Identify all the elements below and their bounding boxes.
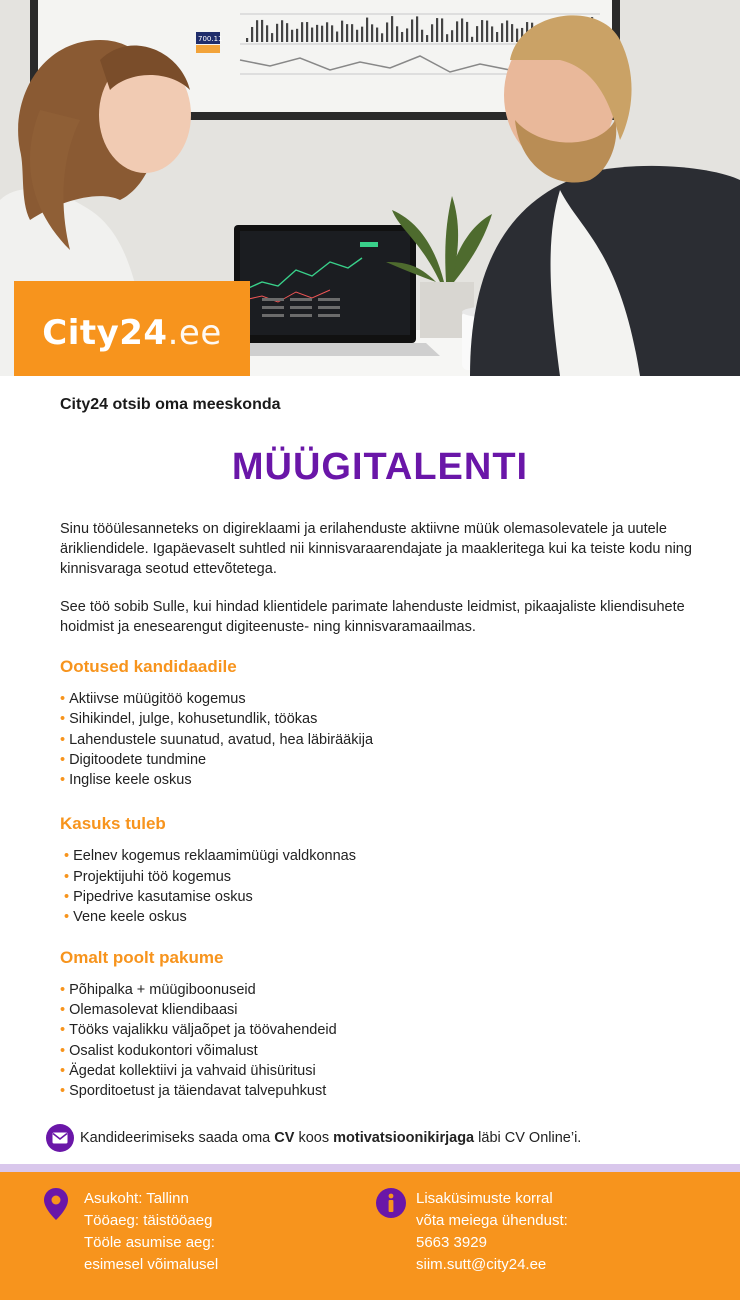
section-title-bonus: Kasuks tuleb [60,814,166,834]
apply-letter: motivatsioonikirjaga [333,1130,475,1146]
footer-location-line: Tööle asumise aeg: [84,1234,215,1251]
footer-email[interactable]: siim.sutt@city24.ee [416,1256,547,1273]
footer [0,1172,740,1300]
footer-location-line: esimesel võimalusel [84,1256,219,1273]
footer-contact-line: võta meiega ühendust: [416,1212,568,1229]
footer-location-line: Asukoht: Tallinn [84,1190,189,1207]
footer-phone[interactable]: 5663 3929 [416,1234,487,1251]
apply-suffix: läbi CV Online’i. [478,1130,582,1146]
apply-prefix: Kandideerimiseks saada oma [80,1130,271,1146]
list-item: • Inglise keele oskus [60,772,192,789]
list-item: • Digitoodete tundmine [60,751,207,768]
expectations-list [60,689,700,790]
list-item: • Lahendustele suunatud, avatud, hea läbirääkija [60,731,374,748]
location-pin-icon [44,1188,74,1276]
description-paragraph: See töö sobib Sulle, kui hindad klientidele parimate lahenduste leidmist, pikaajaliste kliendisuhete hoidmist ja enesearengut digiteenuste- ning kinnisvaramaailmas. [60,599,685,635]
list-item: • Sporditoetust ja täiendavat talvepuhkust [60,1083,327,1100]
list-item: • Olemasolevat kliendibaasi [60,1001,238,1018]
job-headline: MÜÜGITALENTI [231,446,529,488]
list-item: • Vene keele oskus [64,909,187,926]
city24-logo [14,281,250,376]
apply-instructions [46,1124,726,1152]
list-item: • Tööks vajalikku väljaõpet ja töövahendeid [60,1022,337,1039]
offer-list [60,980,700,1102]
list-item: • Sihikindel, julge, kohusetundlik, töökas [60,711,318,728]
footer-contact [376,1188,568,1276]
description-paragraph: Sinu tööülesanneteks on digireklaami ja erilahenduste aktiivne müük olemasolevatele ja uutele ärikliendidele. Igapäevaselt suhtled nii kinnisvaraarendajate ja maakleritega kui ka teiste kodu ning kinnisvaraga seotud ettevõtetega. [60,521,692,577]
footer-location [44,1188,218,1276]
list-item: • Projektijuhi töö kogemus [64,868,232,885]
job-description [60,396,700,1101]
footer-contact-line: Lisaküsimuste korral [416,1190,553,1207]
logo-domain: .ee [167,312,222,353]
list-item: • Põhipalka + müügiboonuseid [60,981,256,998]
footer-location-line: Tööaeg: täistööaeg [84,1212,213,1229]
bonus-list [60,846,700,927]
section-title-expectations: Ootused kandidaadile [60,657,237,676]
apply-middle: koos [298,1130,330,1146]
apply-cv: CV [274,1130,295,1146]
list-item: • Osalist kodukontori võimalust [60,1042,258,1059]
logo-brand: City24 [42,312,168,353]
list-item: • Ägedat kollektiivi ja vahvaid ühisüritusi [60,1062,316,1079]
intro-line: City24 otsib oma meeskonda [60,396,281,413]
list-item: • Aktiivse müügitöö kogemus [60,691,246,707]
mail-icon [46,1124,74,1152]
footer-divider [0,1164,740,1172]
info-icon [376,1188,406,1276]
hero-photo [0,0,740,376]
list-item: • Pipedrive kasutamise oskus [64,889,253,906]
list-item: • Eelnev kogemus reklaamimüügi valdkonnas [64,848,356,865]
section-title-offer: Omalt poolt pakume [60,947,224,967]
svg-text:700.11: 700.11 [198,35,223,43]
